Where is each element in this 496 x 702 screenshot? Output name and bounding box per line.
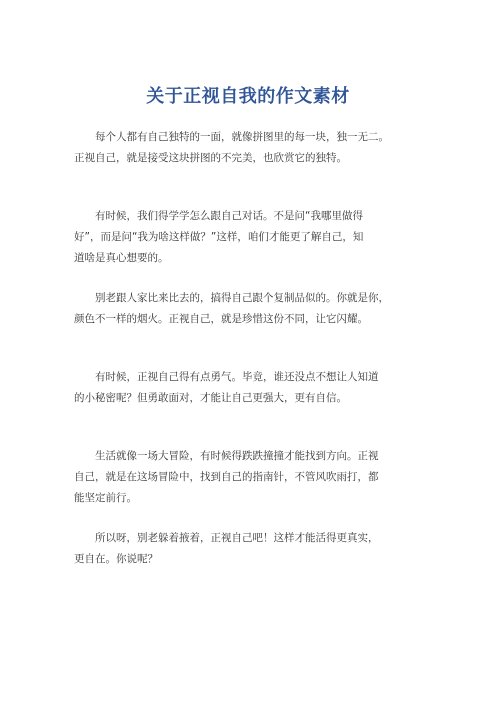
paragraph-line: 颜色不一样的烟火。正视自己，就是珍惜这份不同，让它闪耀。 bbox=[74, 313, 368, 325]
paragraph-line: 别老跟人家比来比去的，搞得自己跟个复制品似的。你就是你， bbox=[95, 292, 389, 304]
paragraph-line: 能坚定前行。 bbox=[74, 492, 137, 504]
document-title: 关于正视自我的作文素材 bbox=[146, 86, 350, 107]
paragraph-line: 所以呀，别老躲着掖着，正视自己吧！这样才能活得更真实， bbox=[95, 532, 379, 544]
paragraph-line: 生活就像一场大冒险，有时候得跌跌撞撞才能找到方向。正视 bbox=[95, 450, 379, 462]
paragraph-6 bbox=[74, 528, 434, 570]
paragraph-line: 好”，而是问“我为啥这样做？”这样，咱们才能更了解自己，知 bbox=[74, 231, 364, 243]
paragraph-3 bbox=[74, 288, 434, 330]
paragraph-5 bbox=[74, 446, 434, 509]
paragraph-1 bbox=[74, 127, 434, 169]
paragraph-line: 自己，就是在这场冒险中，找到自己的指南针，不管风吹雨打，都 bbox=[74, 471, 379, 483]
paragraph-2 bbox=[74, 206, 434, 269]
paragraph-line: 每个人都有自己独特的一面，就像拼图里的每一块，独一无二。 bbox=[95, 131, 389, 143]
paragraph-line: 正视自己，就是接受这块拼图的不完美，也欣赏它的独特。 bbox=[74, 152, 347, 164]
paragraph-line: 道啥是真心想要的。 bbox=[74, 252, 169, 264]
paragraph-line: 有时候，正视自己得有点勇气。毕竟，谁还没点不想让人知道 bbox=[95, 371, 379, 383]
paragraph-line: 更自在。你说呢？ bbox=[74, 553, 158, 565]
paragraph-line: 的小秘密呢？但勇敢面对，才能让自己更强大，更有自信。 bbox=[74, 392, 347, 404]
paragraph-4 bbox=[74, 367, 434, 409]
paragraph-line: 有时候，我们得学学怎么跟自己对话。不是问“我哪里做得 bbox=[95, 210, 363, 222]
